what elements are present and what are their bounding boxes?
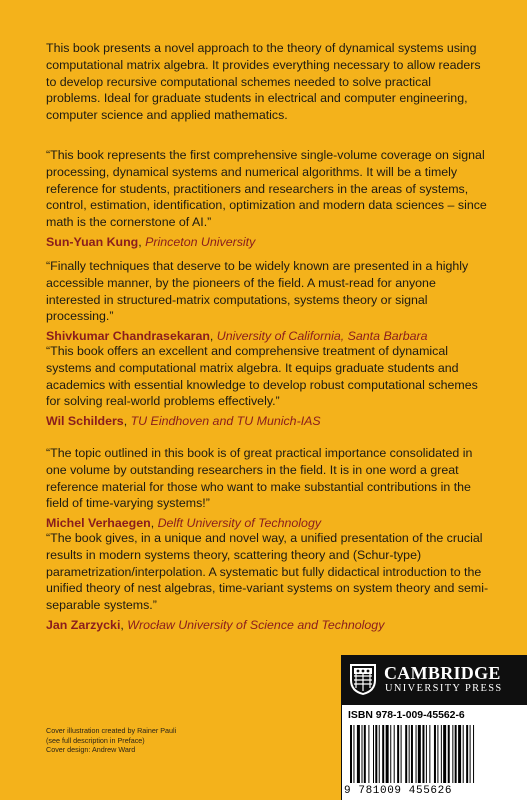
endorsement-1 — [46, 147, 491, 250]
cover-credits — [46, 726, 266, 755]
endorsement-attribution: Jan Zarzycki, Wrocław University of Science and Technology — [46, 617, 385, 632]
endorser-name: Shivkumar Chandrasekaran — [46, 329, 210, 344]
endorser-name: Jan Zarzycki — [46, 617, 121, 632]
endorsement-attribution: Wil Schilders, TU Eindhoven and TU Munich-IAS — [46, 414, 321, 429]
publisher-name: CAMBRIDGE — [384, 663, 501, 683]
illustration-credit: Cover illustration created by Rainer Pauli — [46, 726, 177, 735]
endorsement-attribution: Shivkumar Chandrasekaran, University of California, Santa Barbara — [46, 329, 428, 344]
endorser-affiliation: Princeton University — [145, 234, 256, 249]
endorser-affiliation: TU Eindhoven and TU Munich-IAS — [130, 414, 321, 429]
barcode-icon — [348, 725, 518, 785]
endorser-affiliation: University of California, Santa Barbara — [216, 329, 428, 344]
endorser-name: Michel Verhaegen — [46, 516, 151, 531]
endorser-name: Sun-Yuan Kung — [46, 234, 139, 249]
endorsement-attribution: Sun-Yuan Kung, Princeton University — [46, 234, 256, 249]
endorsement-text: “The book gives, in a unique and novel way, a unified presentation of the crucial results in modern systems theory, scattering theory and (Schur-type) parametrization/interpolation. A systematic but fully didactical introduction to the unified theory of nest algebras, time-variant systems on system theory and semi-separable systems.” — [46, 531, 489, 613]
endorsement-4 — [46, 445, 491, 531]
cambridge-crest-icon — [349, 663, 377, 696]
preface-note: (see full description in Preface) — [46, 735, 145, 745]
book-description: This book presents a novel approach to the theory of dynamical systems using computational matrix algebra. It provides everything necessary to allow readers to develop recursive computational schemes needed to solve practical problems. Ideal for graduate students in electrical and computer engineering, computer science and applied mathematics. — [46, 41, 481, 123]
endorsement-attribution: Michel Verhaegen, Delft University of Technology — [46, 516, 322, 531]
endorsement-2 — [46, 258, 491, 344]
barcode-digits: 9 781009 455626 — [344, 785, 453, 797]
endorser-affiliation: Delft University of Technology — [157, 516, 322, 531]
isbn-barcode — [342, 705, 527, 800]
design-credit: Cover design: Andrew Ward — [46, 745, 136, 755]
endorsement-5 — [46, 530, 491, 633]
publisher-press: UNIVERSITY PRESS — [385, 683, 503, 694]
endorser-affiliation: Wrocław University of Science and Technology — [127, 617, 385, 632]
isbn-label: ISBN 978-1-009-45562-6 — [348, 710, 465, 721]
endorsement-text: “This book offers an excellent and comprehensive treatment of dynamical systems and computational matrix algebra. It equips graduate students and academics with essential knowledge to develop robust computational schemes for solving real-world problems effectively.” — [46, 344, 478, 409]
endorsement-text: “Finally techniques that deserve to be widely known are presented in a highly accessible manner, by the pioneers of the field. A must-read for anyone interested in structured-matrix computations, systems theory or signal processing.” — [46, 259, 469, 324]
endorsement-text: “The topic outlined in this book is of great practical importance consolidated in one volume by outstanding researchers in the field. It is in one word a great reference material for those who want to make substantial contributions in the field of time-varying systems!” — [46, 446, 473, 511]
endorsement-text: “This book represents the first comprehensive single-volume coverage on signal processing, dynamical systems and numerical algorithms. It will be a timely reference for students, practitioners and researchers in the areas of systems, control, estimation, identification, optimization and modern data sciences – since math is the cornerstone of AI.” — [46, 148, 487, 230]
endorsement-3 — [46, 343, 491, 429]
endorser-name: Wil Schilders — [46, 414, 124, 429]
